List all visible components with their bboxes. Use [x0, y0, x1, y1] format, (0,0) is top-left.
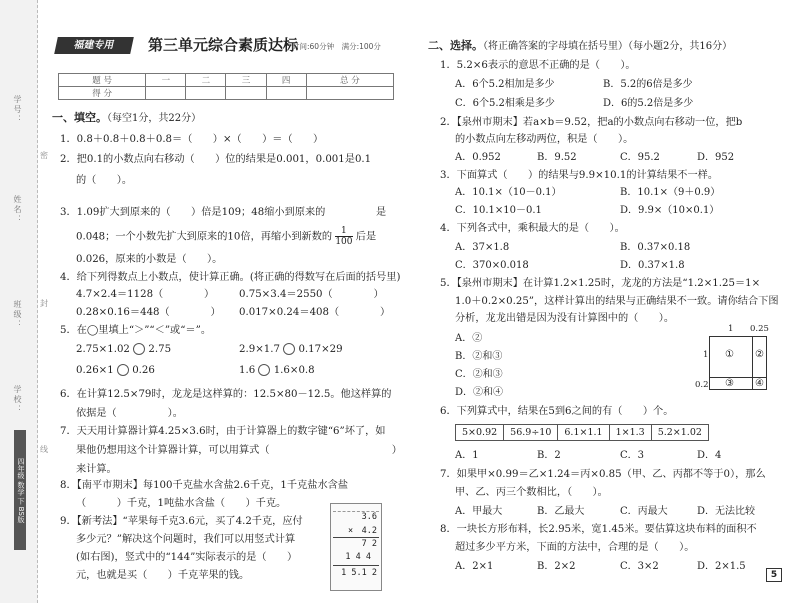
- compare-right: 2.75: [148, 344, 172, 355]
- compare-circle[interactable]: [133, 343, 145, 355]
- s1-q5-compare: [239, 343, 343, 355]
- option: B．2×2: [537, 561, 576, 572]
- option: C．②和③: [455, 369, 503, 380]
- compare-left: 1.6: [239, 365, 256, 376]
- expression-cell: 56.9÷10: [504, 425, 558, 441]
- s2-q2-cont: 的小数点向左移动两位，积是（ ）。: [455, 134, 634, 145]
- compare-right: 1.6×0.8: [273, 365, 315, 376]
- s2-q8-cont: 超过多少平方米，下面的方法中，合理的是（ ）。: [455, 542, 695, 553]
- option: A．0.952: [455, 152, 501, 163]
- section2-heading: [428, 37, 732, 53]
- compare-right: 0.17×29: [298, 344, 343, 355]
- s1-q9-cont: 多少元？”解决这个问题时，我们可以用竖式计算: [76, 534, 296, 545]
- option: D．9.9×（10×0.1）: [620, 205, 720, 216]
- fig-label-left: 1: [703, 350, 709, 360]
- fig-label-top: 1: [728, 324, 734, 334]
- s2-q5-cont2: 分析，龙龙出错是因为没有计算图中的（ ）。: [455, 313, 675, 324]
- s2-q6: 6．下列算式中，结果在5到6之间的有（ ）个。: [440, 406, 674, 417]
- s2-q5-cont: 1.0＋0.2×0.25”，这样计算出的结果与正确结果不一致。请你结合下图: [455, 296, 779, 307]
- option: A．6个5.2相加是多少: [455, 79, 555, 90]
- s1-q2: 2．把0.1的小数点向右移动（ ）位的结果是0.001，0.001是0.1: [60, 154, 372, 165]
- s1-q9-cont3: 元，也就是买（ ）千克苹果的钱。: [76, 570, 250, 581]
- option: C．3: [620, 450, 645, 461]
- fig-region-2: ②: [755, 349, 764, 360]
- calc-line: 3.6: [361, 512, 377, 522]
- option: B．乙最大: [537, 506, 585, 517]
- compare-left: 2.75×1.02: [76, 344, 130, 355]
- student-id-field: 学号：: [13, 95, 22, 125]
- section2-title: 二、选择。: [428, 39, 483, 52]
- score-input[interactable]: [226, 87, 266, 100]
- compare-circle[interactable]: [258, 364, 270, 376]
- option: D．4: [697, 450, 722, 461]
- fraction: [335, 226, 352, 247]
- page-number: 5: [766, 568, 782, 582]
- s2-q7-cont: 甲、乙、丙三个数相比，（ ）。: [455, 487, 608, 498]
- s2-q1: 1．5.2×6表示的意思不正确的是（ ）。: [440, 60, 636, 71]
- binding-margin: [0, 0, 48, 603]
- option: C．3×2: [620, 561, 659, 572]
- option: D．②和④: [455, 387, 504, 398]
- s1-q9-cont2: (如右图)，竖式中的“144”实际表示的是（ ）: [76, 552, 298, 563]
- s1-q2-cont: 的（ ）。: [76, 175, 133, 186]
- option: B．9.52: [537, 152, 577, 163]
- fig-region-3: ③: [725, 378, 734, 389]
- s1-q3-line2-end: 后是: [355, 231, 377, 243]
- option: A．2×1: [455, 561, 494, 572]
- option: D．2×1.5: [697, 561, 746, 572]
- fig-divider-v: [752, 336, 753, 390]
- option: C．6个5.2相乘是多少: [455, 98, 555, 109]
- score-cell: 四: [266, 74, 306, 87]
- vertical-multiplication: [330, 503, 382, 591]
- s1-q3-line2: [76, 226, 376, 247]
- s1-q4: 4．给下列得数点上小数点，使计算正确。(将正确的得数写在后面的括号里): [60, 272, 401, 283]
- s1-q8-cont: （ ）千克，1吨盐水含盐（ ）千克。: [76, 498, 287, 509]
- option: C．丙最大: [620, 506, 668, 517]
- score-input[interactable]: [306, 87, 393, 100]
- seal-mark-1: 密: [40, 151, 48, 160]
- s1-q3-text: 3．1.09扩大到原来的（ ）倍是109；48缩小到原来的: [60, 207, 326, 218]
- compare-left: 0.26×1: [76, 365, 114, 376]
- s2-q5: 5．【泉州市期末】在计算1.2×1.25时，龙龙的方法是“1.2×1.25＝1×: [440, 278, 761, 289]
- option: C．370×0.018: [455, 260, 529, 271]
- s1-q5-compare: [239, 364, 315, 376]
- seal-mark-3: 线: [40, 445, 48, 454]
- calc-line: × 4.2: [348, 526, 377, 536]
- s1-q7-cont2: 来计算。: [76, 464, 117, 475]
- s1-q6: 6．在计算12.5×79时，龙龙是这样算的：12.5×80－12.5。他这样算的: [60, 389, 392, 400]
- score-cell: 二: [186, 74, 226, 87]
- s1-q3-end: 是: [376, 207, 387, 218]
- expression-cell: 5.2×1.02: [651, 425, 708, 441]
- option: B．10.1×（9＋0.9）: [620, 187, 721, 198]
- score-input[interactable]: [266, 87, 306, 100]
- option: D．952: [697, 152, 735, 163]
- option: D．无法比较: [697, 506, 756, 517]
- s1-q4-item: 4.7×2.4＝1128（ ）: [76, 289, 215, 300]
- fig-label-top: 0.25: [750, 324, 769, 334]
- s2-q4: 4．下列各式中，乘积最大的是（ ）。: [440, 223, 625, 234]
- compare-right: 0.26: [132, 365, 155, 376]
- option: B．0.37×0.18: [620, 242, 691, 253]
- compare-circle[interactable]: [283, 343, 295, 355]
- fig-label-left: 0.2: [695, 380, 709, 390]
- section1-note: （每空1分，共22分）: [107, 113, 202, 124]
- page-title: 第三单元综合素质达标: [148, 36, 299, 54]
- option: B．2: [537, 450, 561, 461]
- seal-mark-2: 封: [40, 299, 48, 308]
- fraction-denominator: 100: [335, 237, 353, 247]
- s1-q5-compare: [76, 364, 155, 376]
- score-cell: 题 号: [59, 74, 146, 87]
- s2-q8: 8．一块长方形布料，长2.95米，宽1.45米。要估算这块布料的面积不: [440, 524, 757, 535]
- option: C．10.1×10－0.1: [455, 205, 542, 216]
- score-table: [58, 73, 394, 100]
- school-field: 学校：: [13, 385, 22, 415]
- s1-q9: 9．【新考法】“苹果每千克3.6元，买了4.2千克，应付: [60, 516, 303, 527]
- section2-note: （将正确答案的字母填在括号里）（每小题2分，共16分）: [483, 41, 733, 52]
- s1-q7: 7．天天用计算器计算4.25×3.6时，由于计算器上的数字键“6”坏了，如: [60, 426, 386, 437]
- expression-cell: 1×1.3: [609, 425, 651, 441]
- s1-q3-line2-text: 0.048；一个小数先扩大到原来的10倍，再缩小到新数的: [76, 231, 333, 243]
- compare-left: 2.9×1.7: [239, 344, 280, 355]
- fraction-numerator: 1: [335, 226, 352, 237]
- s1-q3-line3: 0.026，原来的小数是（ ）。: [76, 254, 223, 265]
- score-cell: 得 分: [59, 87, 146, 100]
- s1-q4-item: 0.017×0.24＝408（ ）: [239, 307, 391, 318]
- option: C．95.2: [620, 152, 660, 163]
- section1-heading: [52, 109, 201, 125]
- s1-q3: [60, 203, 325, 218]
- s1-q1: 1．0.8＋0.8＋0.8＋0.8＝（ ）×（ ）＝（ ）: [60, 134, 324, 145]
- s1-q6-cont: 依据是（ ）。: [76, 408, 183, 419]
- option: B．5.2的6倍是多少: [603, 79, 693, 90]
- calc-rule: [333, 537, 379, 538]
- fig-region-4: ④: [755, 378, 764, 389]
- name-field: 姓名：: [13, 195, 22, 225]
- expression-cell: 6.1×1.1: [558, 425, 609, 441]
- s1-q4-item: 0.75×3.4＝2550（ ）: [239, 289, 384, 300]
- score-input[interactable]: [146, 87, 186, 100]
- s2-q7: 7．如果甲×0.99＝乙×1.24＝丙×0.85（甲、乙、丙都不等于0），那么: [440, 469, 766, 480]
- option: B．②和③: [455, 351, 503, 362]
- option: A．37×1.8: [455, 242, 510, 253]
- option: A．10.1×（10－0.1）: [455, 187, 562, 198]
- score-table-row: [59, 87, 394, 100]
- score-cell: 三: [226, 74, 266, 87]
- fig-region-1: ①: [725, 349, 734, 360]
- s2-q2: 2．【泉州市期末】若a×b＝9.52，把a的小数点向右移动一位，把b: [440, 117, 743, 128]
- calc-line: 1 5.1 2: [341, 568, 377, 578]
- s1-q4-item: 0.28×0.16＝448（ ）: [76, 307, 221, 318]
- calc-line: 7 2: [361, 539, 377, 549]
- option: A．甲最大: [455, 506, 503, 517]
- option: A．1: [455, 450, 479, 461]
- expression-cell: 5×0.92: [456, 425, 504, 441]
- expression-row: [456, 425, 709, 441]
- region-badge: 福建专用: [54, 37, 134, 54]
- grade-tag: 四年级 数学 下 BS版: [14, 430, 26, 550]
- s1-q5-compare: [76, 343, 171, 355]
- s2-q3: 3．下面算式（ ）的结果与9.9×10.1的计算结果不一样。: [440, 170, 719, 181]
- compare-circle[interactable]: [117, 364, 129, 376]
- calc-line: 1 4 4: [345, 552, 371, 562]
- s1-q7-cont: 果他仍想用这个计算器计算，可以用算式（ ）: [76, 445, 402, 456]
- calc-rule: [333, 565, 379, 566]
- class-field: 班级：: [13, 300, 22, 330]
- score-table-header: [59, 74, 394, 87]
- score-input[interactable]: [186, 87, 226, 100]
- section1-title: 一、填空。: [52, 111, 107, 124]
- s1-q5: 5．在◯里填上“＞”“＜”或“＝”。: [60, 325, 212, 336]
- exam-meta: 时间:60分钟 满分:100分: [292, 42, 381, 51]
- score-cell: 一: [146, 74, 186, 87]
- score-cell: 总 分: [306, 74, 393, 87]
- option: D．0.37×1.8: [620, 260, 685, 271]
- s1-q8: 8．【南平市期末】每100千克盐水含盐2.6千克，1千克盐水含盐: [60, 480, 349, 491]
- expression-table: [455, 424, 709, 441]
- option: D．6的5.2倍是多少: [603, 98, 694, 109]
- option: A．②: [455, 333, 483, 344]
